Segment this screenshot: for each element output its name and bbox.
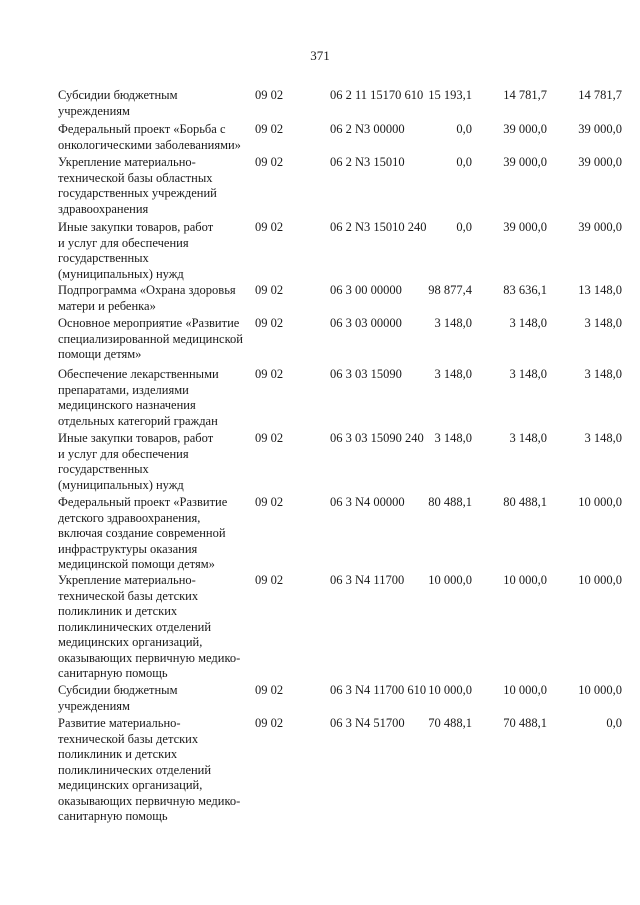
value-year-1: 3 148,0 [434,316,472,330]
value-year-3: 14 781,7 [578,88,622,102]
value-year-3: 3 148,0 [584,316,622,330]
section-code: 09 02 [255,122,284,136]
row-description: Федеральный проект «Борьба с онкологическими заболеваниями» [58,122,241,152]
value-year-2: 39 000,0 [503,220,547,234]
section-code: 09 02 [255,573,284,587]
row-description: Субсидии бюджетным учреждениям [58,88,178,118]
target-code: 06 3 N4 51700 [330,716,405,730]
section-code: 09 02 [255,683,284,697]
value-year-3: 10 000,0 [578,495,622,509]
value-year-2: 10 000,0 [503,683,547,697]
row-description: Федеральный проект «Развитие детского здравоохранения, включая создание современной инфраструктуры оказания медицинской помощи детям» [58,495,228,571]
value-year-2: 39 000,0 [503,122,547,136]
value-year-2: 3 148,0 [509,431,547,445]
value-year-1: 0,0 [456,122,472,136]
value-year-1: 3 148,0 [434,367,472,381]
value-year-3: 39 000,0 [578,220,622,234]
target-code: 06 2 N3 00000 [330,122,405,136]
value-year-2: 3 148,0 [509,316,547,330]
value-year-3: 10 000,0 [578,573,622,587]
target-code: 06 3 N4 11700 610 [330,683,427,697]
value-year-1: 98 877,4 [428,283,472,297]
target-code: 06 3 N4 00000 [330,495,405,509]
target-code: 06 2 N3 15010 [330,155,405,169]
value-year-2: 39 000,0 [503,155,547,169]
section-code: 09 02 [255,155,284,169]
section-code: 09 02 [255,431,284,445]
value-year-2: 10 000,0 [503,573,547,587]
value-year-1: 80 488,1 [428,495,472,509]
section-code: 09 02 [255,88,284,102]
section-code: 09 02 [255,283,284,297]
target-code: 06 3 03 15090 240 [330,431,424,445]
value-year-3: 3 148,0 [584,367,622,381]
section-code: 09 02 [255,716,284,730]
row-description: Укрепление материально- технической базы областных государственных учреждений здравоохранения [58,155,217,216]
value-year-2: 3 148,0 [509,367,547,381]
page-number: 371 [310,48,330,63]
value-year-2: 70 488,1 [503,716,547,730]
row-description: Иные закупки товаров, работ и услуг для обеспечения государственных (муниципальных) нужд [58,220,214,281]
value-year-3: 39 000,0 [578,155,622,169]
row-description: Обеспечение лекарственными препаратами, изделиями медицинского назначения отдельных категорий граждан [58,367,219,428]
value-year-1: 10 000,0 [428,683,472,697]
target-code: 06 3 N4 11700 [330,573,405,587]
row-description: Субсидии бюджетным учреждениям [58,683,178,713]
value-year-3: 13 148,0 [578,283,622,297]
section-code: 09 02 [255,495,284,509]
value-year-1: 0,0 [456,155,472,169]
value-year-3: 3 148,0 [584,431,622,445]
value-year-1: 15 193,1 [428,88,472,102]
value-year-3: 10 000,0 [578,683,622,697]
target-code: 06 2 11 15170 610 [330,88,424,102]
target-code: 06 3 03 00000 [330,316,402,330]
section-code: 09 02 [255,220,284,234]
value-year-2: 83 636,1 [503,283,547,297]
row-description: Иные закупки товаров, работ и услуг для обеспечения государственных (муниципальных) нужд [58,431,214,492]
target-code: 06 2 N3 15010 240 [330,220,427,234]
value-year-1: 0,0 [456,220,472,234]
value-year-3: 39 000,0 [578,122,622,136]
row-description: Развитие материально- технической базы детских поликлиник и детских поликлинических отделений медицинских организаций, оказывающих первичную медико- санитарную помощь [58,716,241,823]
row-description: Укрепление материально- технической базы детских поликлиник и детских поликлинических отделений медицинских организаций, оказывающих первичную медико- санитарную помощь [58,573,241,680]
value-year-2: 80 488,1 [503,495,547,509]
value-year-1: 3 148,0 [434,431,472,445]
row-description: Основное мероприятие «Развитие специализированной медицинской помощи детям» [58,316,243,361]
target-code: 06 3 00 00000 [330,283,402,297]
row-description: Подпрограмма «Охрана здоровья матери и ребенка» [58,283,236,313]
value-year-1: 70 488,1 [428,716,472,730]
section-code: 09 02 [255,367,284,381]
target-code: 06 3 03 15090 [330,367,402,381]
value-year-3: 0,0 [606,716,622,730]
value-year-1: 10 000,0 [428,573,472,587]
value-year-2: 14 781,7 [503,88,547,102]
section-code: 09 02 [255,316,284,330]
